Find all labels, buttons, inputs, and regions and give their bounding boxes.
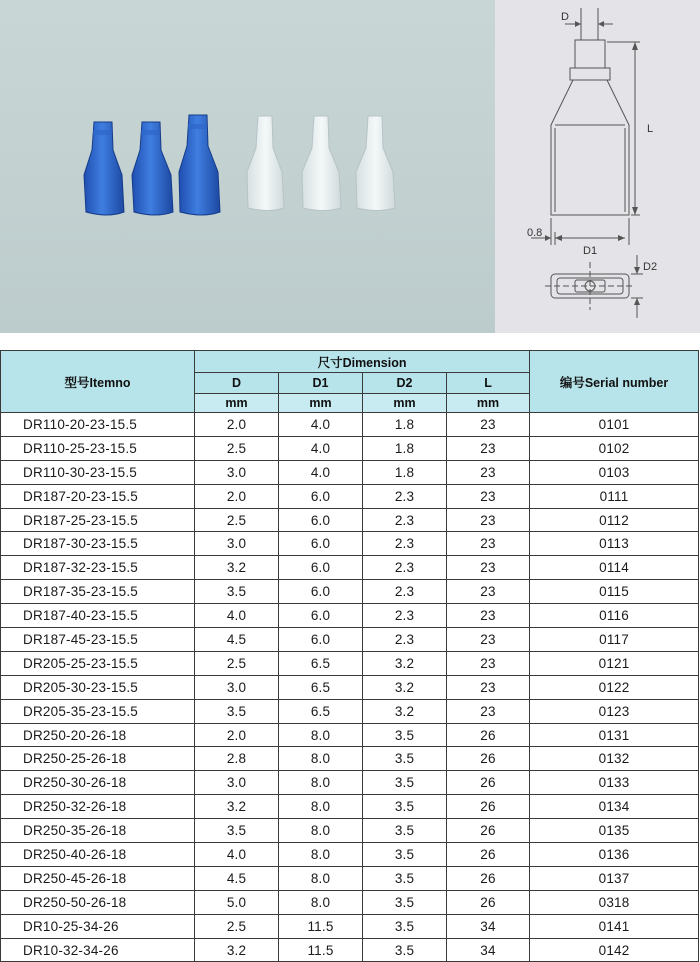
cell-serial: 0137: [530, 866, 699, 890]
cell-d1: 8.0: [279, 723, 363, 747]
cell-serial: 0114: [530, 556, 699, 580]
cell-l: 26: [447, 890, 530, 914]
table-row: [1, 556, 699, 580]
cell-serial: 0133: [530, 771, 699, 795]
cell-d2: 3.5: [363, 771, 447, 795]
cell-d2: 2.3: [363, 508, 447, 532]
cell-d: 3.0: [195, 771, 279, 795]
cell-model: DR187-32-23-15.5: [1, 556, 195, 580]
cell-d: 2.5: [195, 914, 279, 938]
table-row: [1, 747, 699, 771]
header-col-d2: D2: [363, 373, 447, 394]
cell-l: 23: [447, 484, 530, 508]
cell-serial: 0318: [530, 890, 699, 914]
cell-l: 26: [447, 843, 530, 867]
cell-d: 3.0: [195, 460, 279, 484]
spec-table-body: [1, 413, 699, 962]
cell-l: 26: [447, 795, 530, 819]
cell-model: DR205-25-23-15.5: [1, 651, 195, 675]
label-d2: D2: [643, 261, 658, 273]
cell-d: 2.5: [195, 651, 279, 675]
cell-model: DR187-45-23-15.5: [1, 628, 195, 652]
table-row: [1, 675, 699, 699]
cell-serial: 0102: [530, 436, 699, 460]
cell-d: 2.0: [195, 413, 279, 437]
cell-model: DR187-40-23-15.5: [1, 604, 195, 628]
cell-d1: 8.0: [279, 747, 363, 771]
cell-d1: 6.5: [279, 675, 363, 699]
cell-d: 4.5: [195, 628, 279, 652]
cell-d2: 2.3: [363, 604, 447, 628]
cell-serial: 0134: [530, 795, 699, 819]
cell-d2: 3.5: [363, 819, 447, 843]
cell-l: 26: [447, 771, 530, 795]
table-row: [1, 843, 699, 867]
table-row: [1, 532, 699, 556]
table-row: [1, 938, 699, 962]
cell-d: 3.2: [195, 795, 279, 819]
cell-d2: 1.8: [363, 436, 447, 460]
cell-d2: 3.5: [363, 843, 447, 867]
cell-d2: 3.5: [363, 795, 447, 819]
cell-d2: 2.3: [363, 628, 447, 652]
cell-d2: 3.5: [363, 723, 447, 747]
cell-d: 3.2: [195, 556, 279, 580]
cell-d1: 8.0: [279, 890, 363, 914]
sleeve-dimension-drawing: [495, 0, 700, 333]
cell-model: DR10-32-34-26: [1, 938, 195, 962]
cell-serial: 0112: [530, 508, 699, 532]
cell-serial: 0136: [530, 843, 699, 867]
cell-d: 4.0: [195, 843, 279, 867]
cell-l: 23: [447, 699, 530, 723]
cell-d1: 6.0: [279, 580, 363, 604]
blue-sleeve-1: [84, 122, 124, 215]
cell-l: 34: [447, 914, 530, 938]
cell-model: DR250-30-26-18: [1, 771, 195, 795]
cell-model: DR187-35-23-15.5: [1, 580, 195, 604]
cell-d: 3.2: [195, 938, 279, 962]
table-row: [1, 771, 699, 795]
cell-d: 4.5: [195, 866, 279, 890]
cell-serial: 0113: [530, 532, 699, 556]
cell-model: DR10-25-34-26: [1, 914, 195, 938]
cell-d: 3.5: [195, 819, 279, 843]
cell-d2: 3.5: [363, 938, 447, 962]
cell-model: DR250-32-26-18: [1, 795, 195, 819]
cell-d2: 2.3: [363, 580, 447, 604]
cell-d1: 4.0: [279, 436, 363, 460]
cell-model: DR250-45-26-18: [1, 866, 195, 890]
cell-d1: 8.0: [279, 795, 363, 819]
table-row: [1, 508, 699, 532]
technical-drawing: [495, 0, 700, 333]
cell-d1: 11.5: [279, 914, 363, 938]
cell-model: DR187-30-23-15.5: [1, 532, 195, 556]
label-thickness: 0.8: [527, 227, 543, 239]
cell-d2: 3.2: [363, 675, 447, 699]
header-serial: 编号Serial number: [530, 351, 699, 413]
cell-l: 23: [447, 651, 530, 675]
cell-model: DR187-20-23-15.5: [1, 484, 195, 508]
cell-serial: 0141: [530, 914, 699, 938]
label-d1: D1: [583, 245, 598, 257]
cell-d1: 6.0: [279, 484, 363, 508]
cell-d2: 2.3: [363, 556, 447, 580]
cell-serial: 0122: [530, 675, 699, 699]
cell-d2: 3.2: [363, 699, 447, 723]
cell-d2: 3.5: [363, 890, 447, 914]
table-row: [1, 460, 699, 484]
blue-sleeve-3: [179, 115, 220, 215]
cell-serial: 0117: [530, 628, 699, 652]
cell-serial: 0131: [530, 723, 699, 747]
clear-sleeve-2: [302, 116, 341, 211]
cell-model: DR250-25-26-18: [1, 747, 195, 771]
cell-model: DR250-50-26-18: [1, 890, 195, 914]
header-col-d1: D1: [279, 373, 363, 394]
cell-l: 23: [447, 436, 530, 460]
spec-table: [0, 350, 699, 962]
table-row: [1, 699, 699, 723]
header-model: 型号Itemno: [1, 351, 195, 413]
cell-l: 23: [447, 580, 530, 604]
header-dimension: 尺寸Dimension: [195, 351, 530, 373]
cell-l: 23: [447, 604, 530, 628]
label-l: L: [647, 123, 654, 135]
clear-sleeve-1: [247, 116, 284, 211]
cell-model: DR110-30-23-15.5: [1, 460, 195, 484]
cell-d2: 1.8: [363, 413, 447, 437]
cell-d1: 6.0: [279, 532, 363, 556]
cell-d1: 8.0: [279, 843, 363, 867]
cell-d1: 8.0: [279, 771, 363, 795]
cell-model: DR250-35-26-18: [1, 819, 195, 843]
cell-l: 34: [447, 938, 530, 962]
table-row: [1, 866, 699, 890]
clear-sleeve-3: [356, 116, 395, 211]
table-row: [1, 580, 699, 604]
cell-l: 26: [447, 723, 530, 747]
cell-serial: 0135: [530, 819, 699, 843]
cell-d1: 6.5: [279, 699, 363, 723]
cell-serial: 0116: [530, 604, 699, 628]
cell-serial: 0111: [530, 484, 699, 508]
header-col-l: L: [447, 373, 530, 394]
cell-d1: 6.5: [279, 651, 363, 675]
table-row: [1, 628, 699, 652]
cell-l: 23: [447, 675, 530, 699]
cell-l: 23: [447, 628, 530, 652]
cell-serial: 0103: [530, 460, 699, 484]
table-row: [1, 890, 699, 914]
cell-serial: 0142: [530, 938, 699, 962]
unit-d1: mm: [279, 394, 363, 413]
cell-model: DR250-20-26-18: [1, 723, 195, 747]
sleeve-photo-art: [0, 0, 495, 333]
table-row: [1, 819, 699, 843]
cell-d: 5.0: [195, 890, 279, 914]
cell-d1: 11.5: [279, 938, 363, 962]
table-row: [1, 484, 699, 508]
unit-d: mm: [195, 394, 279, 413]
cell-d: 2.5: [195, 508, 279, 532]
cell-d: 2.0: [195, 723, 279, 747]
cell-d: 3.0: [195, 532, 279, 556]
cell-d2: 3.5: [363, 866, 447, 890]
cell-d1: 4.0: [279, 413, 363, 437]
cell-l: 23: [447, 460, 530, 484]
table-row: [1, 604, 699, 628]
cell-model: DR205-35-23-15.5: [1, 699, 195, 723]
cell-d: 2.5: [195, 436, 279, 460]
unit-d2: mm: [363, 394, 447, 413]
cell-l: 23: [447, 508, 530, 532]
table-row: [1, 436, 699, 460]
cell-d1: 4.0: [279, 460, 363, 484]
table-row: [1, 723, 699, 747]
cell-d1: 6.0: [279, 604, 363, 628]
cell-l: 23: [447, 532, 530, 556]
cell-d2: 2.3: [363, 532, 447, 556]
product-photo: [0, 0, 495, 333]
cell-model: DR250-40-26-18: [1, 843, 195, 867]
header-col-d: D: [195, 373, 279, 394]
cell-d: 2.0: [195, 484, 279, 508]
blue-sleeve-2: [132, 122, 173, 215]
cell-l: 23: [447, 413, 530, 437]
cell-l: 23: [447, 556, 530, 580]
cell-model: DR187-25-23-15.5: [1, 508, 195, 532]
cell-serial: 0115: [530, 580, 699, 604]
cell-model: DR110-25-23-15.5: [1, 436, 195, 460]
cell-d: 4.0: [195, 604, 279, 628]
cell-l: 26: [447, 747, 530, 771]
cell-d1: 6.0: [279, 508, 363, 532]
label-d: D: [561, 11, 569, 23]
cell-d2: 3.2: [363, 651, 447, 675]
cell-d2: 1.8: [363, 460, 447, 484]
cell-model: DR205-30-23-15.5: [1, 675, 195, 699]
cell-d: 3.0: [195, 675, 279, 699]
cell-serial: 0123: [530, 699, 699, 723]
table-row: [1, 651, 699, 675]
unit-l: mm: [447, 394, 530, 413]
cell-d2: 3.5: [363, 914, 447, 938]
cell-d2: 2.3: [363, 484, 447, 508]
cell-serial: 0132: [530, 747, 699, 771]
table-row: [1, 413, 699, 437]
table-row: [1, 914, 699, 938]
table-row: [1, 795, 699, 819]
cell-d: 3.5: [195, 580, 279, 604]
cell-l: 26: [447, 819, 530, 843]
cell-serial: 0101: [530, 413, 699, 437]
cell-d: 3.5: [195, 699, 279, 723]
cell-d2: 3.5: [363, 747, 447, 771]
cell-serial: 0121: [530, 651, 699, 675]
cell-d1: 8.0: [279, 819, 363, 843]
cell-d: 2.8: [195, 747, 279, 771]
cell-l: 26: [447, 866, 530, 890]
cell-d1: 6.0: [279, 556, 363, 580]
cell-model: DR110-20-23-15.5: [1, 413, 195, 437]
cell-d1: 8.0: [279, 866, 363, 890]
cell-d1: 6.0: [279, 628, 363, 652]
